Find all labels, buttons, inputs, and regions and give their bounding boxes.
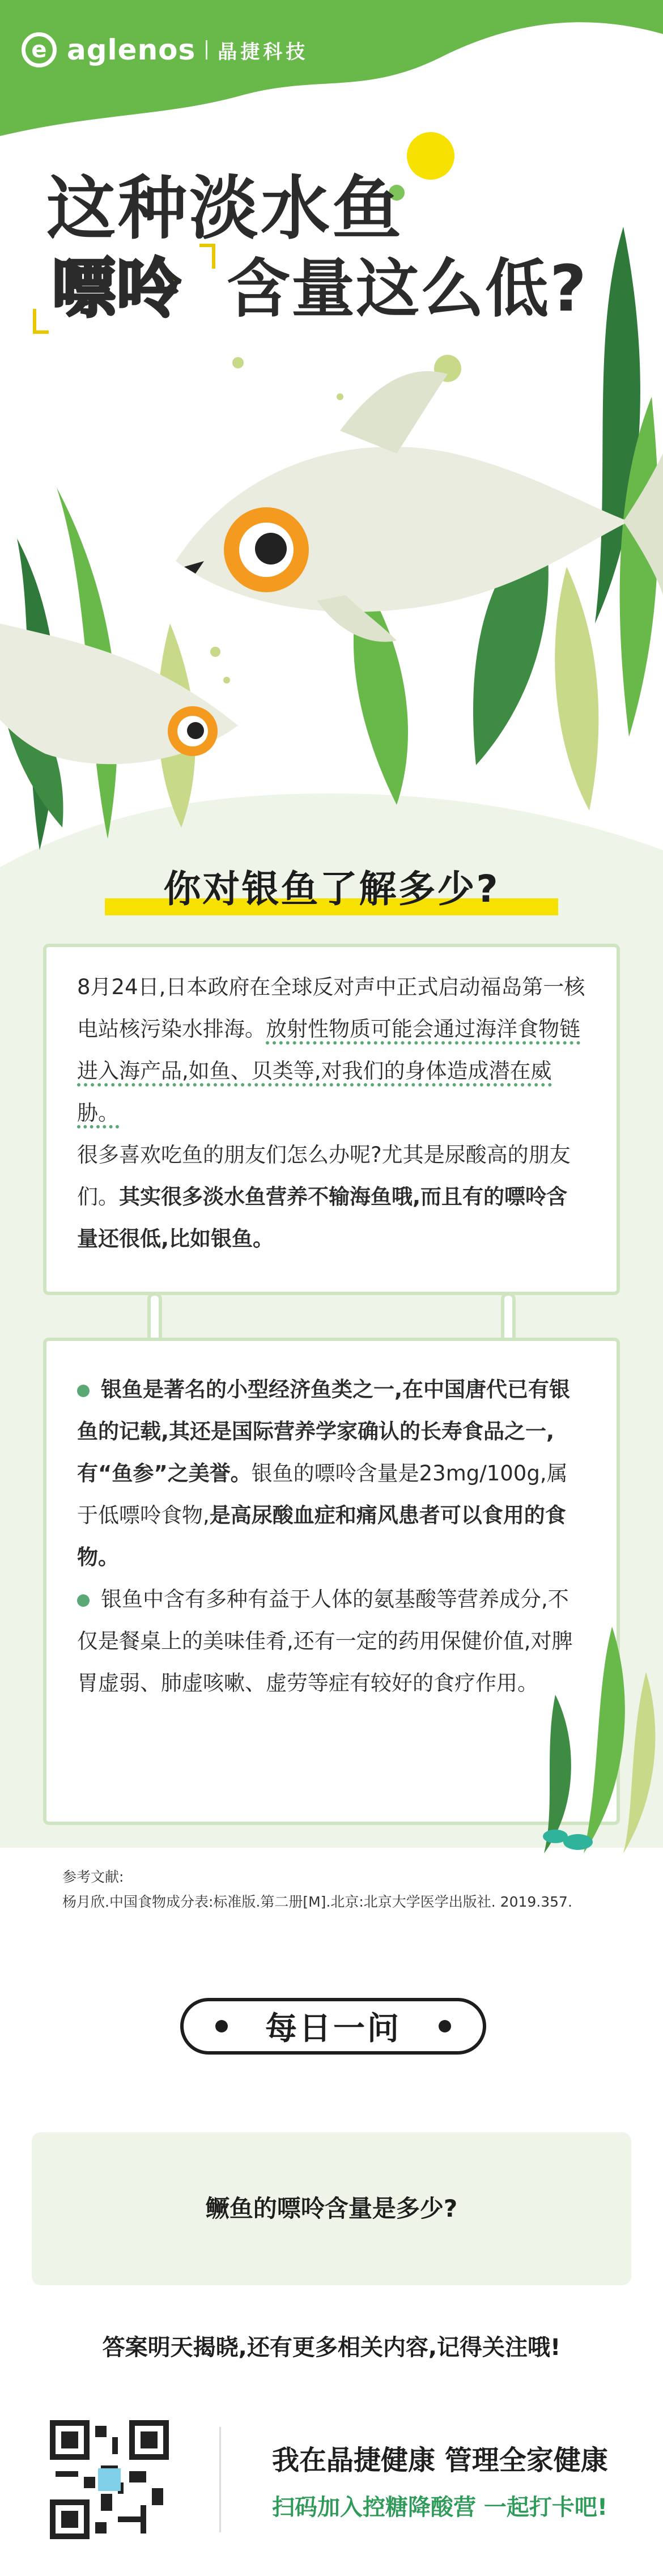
qr-code[interactable]	[50, 2420, 169, 2539]
card2-b1c: 是高尿酸血症和痛风患者可以食用的食物。	[77, 1503, 566, 1569]
answer-note: 答案明天揭晓,还有更多相关内容,记得关注哦!	[102, 2335, 561, 2361]
question-box	[32, 2132, 631, 2285]
dot-icon	[215, 2020, 228, 2032]
card2-b2: 银鱼中含有多种有益于人体的氨基酸等营养成分,不仅是餐桌上的美味佳肴,还有一定的药用保健价值,对脾胃虚弱、肺虚咳嗽、虚劳等症有较好的食疗作用。	[77, 1587, 573, 1695]
question-text: 鳜鱼的嘌呤含量是多少?	[205, 2195, 458, 2222]
bullet-icon	[77, 1385, 90, 1397]
card1-p2b: 其实很多淡水鱼营养不输海鱼哦,而且有的嘌呤含量还很低,比如银鱼。	[77, 1185, 568, 1251]
section-title	[105, 859, 558, 921]
footer-divider	[219, 2427, 221, 2532]
brand-name: aglenos	[67, 33, 196, 66]
dot-icon	[439, 2020, 451, 2032]
references-label: 参考文献:	[62, 1869, 124, 1885]
card-connector-right	[501, 1292, 516, 1343]
info-card-1	[43, 944, 620, 1295]
highlight-bracket-right	[199, 244, 215, 269]
card-connector-left	[147, 1292, 162, 1343]
card1-p1a: 8月24日,日本政府在全球反对声中正式启动福岛第一核电站核污染水排海。	[77, 975, 585, 1041]
section-title-text: 你对银鱼了解多少?	[163, 867, 500, 911]
highlight-bracket-left	[33, 309, 49, 334]
brand-cn-name: 晶捷科技	[218, 40, 309, 63]
footer-slogan-primary: 我在晶捷健康 管理全家健康	[272, 2445, 608, 2476]
header-wave	[0, 0, 663, 147]
card1-text	[77, 966, 586, 1260]
hero-title-rest: 含量这么低?	[227, 252, 588, 326]
footer-slogan-secondary: 扫码加入控糖降酸营 一起打卡吧!	[272, 2494, 608, 2520]
seaweed-decoration	[510, 1627, 663, 1865]
card1-p1b: 放射性物质可能会通过海洋食物链进入海产品,如鱼、贝类等,对我们的身体造成潜在威胁。	[77, 1017, 580, 1128]
bullet-icon	[77, 1594, 90, 1607]
hero-title-line1: 这种淡水鱼	[46, 168, 403, 249]
brand	[22, 33, 308, 67]
card1-p2a: 很多喜欢吃鱼的朋友们怎么办呢?尤其是尿酸高的朋友们。	[77, 1143, 571, 1209]
brand-logo-icon: e	[22, 32, 57, 67]
references-text: 杨月欣.中国食物成分表:标准版.第二册[M].北京:北京大学医学出版社. 2019.357.	[62, 1894, 572, 1910]
card2-b1a: 银鱼是著名的小型经济鱼类之一,在中国唐代已有银鱼的记载,其还是国际营养学家确认的长寿食品之一,有“鱼参”之美誉。	[77, 1377, 571, 1486]
daily-question-pill	[180, 1998, 486, 2055]
daily-question-title: 每日一问	[265, 2010, 401, 2047]
hero-title-highlight: 嘌呤	[52, 252, 181, 326]
card2-b1b: 银鱼的嘌呤含量是23mg/100g,属于低嘌呤食物,	[77, 1461, 568, 1527]
references	[62, 1865, 606, 1915]
brand-divider	[206, 40, 207, 60]
